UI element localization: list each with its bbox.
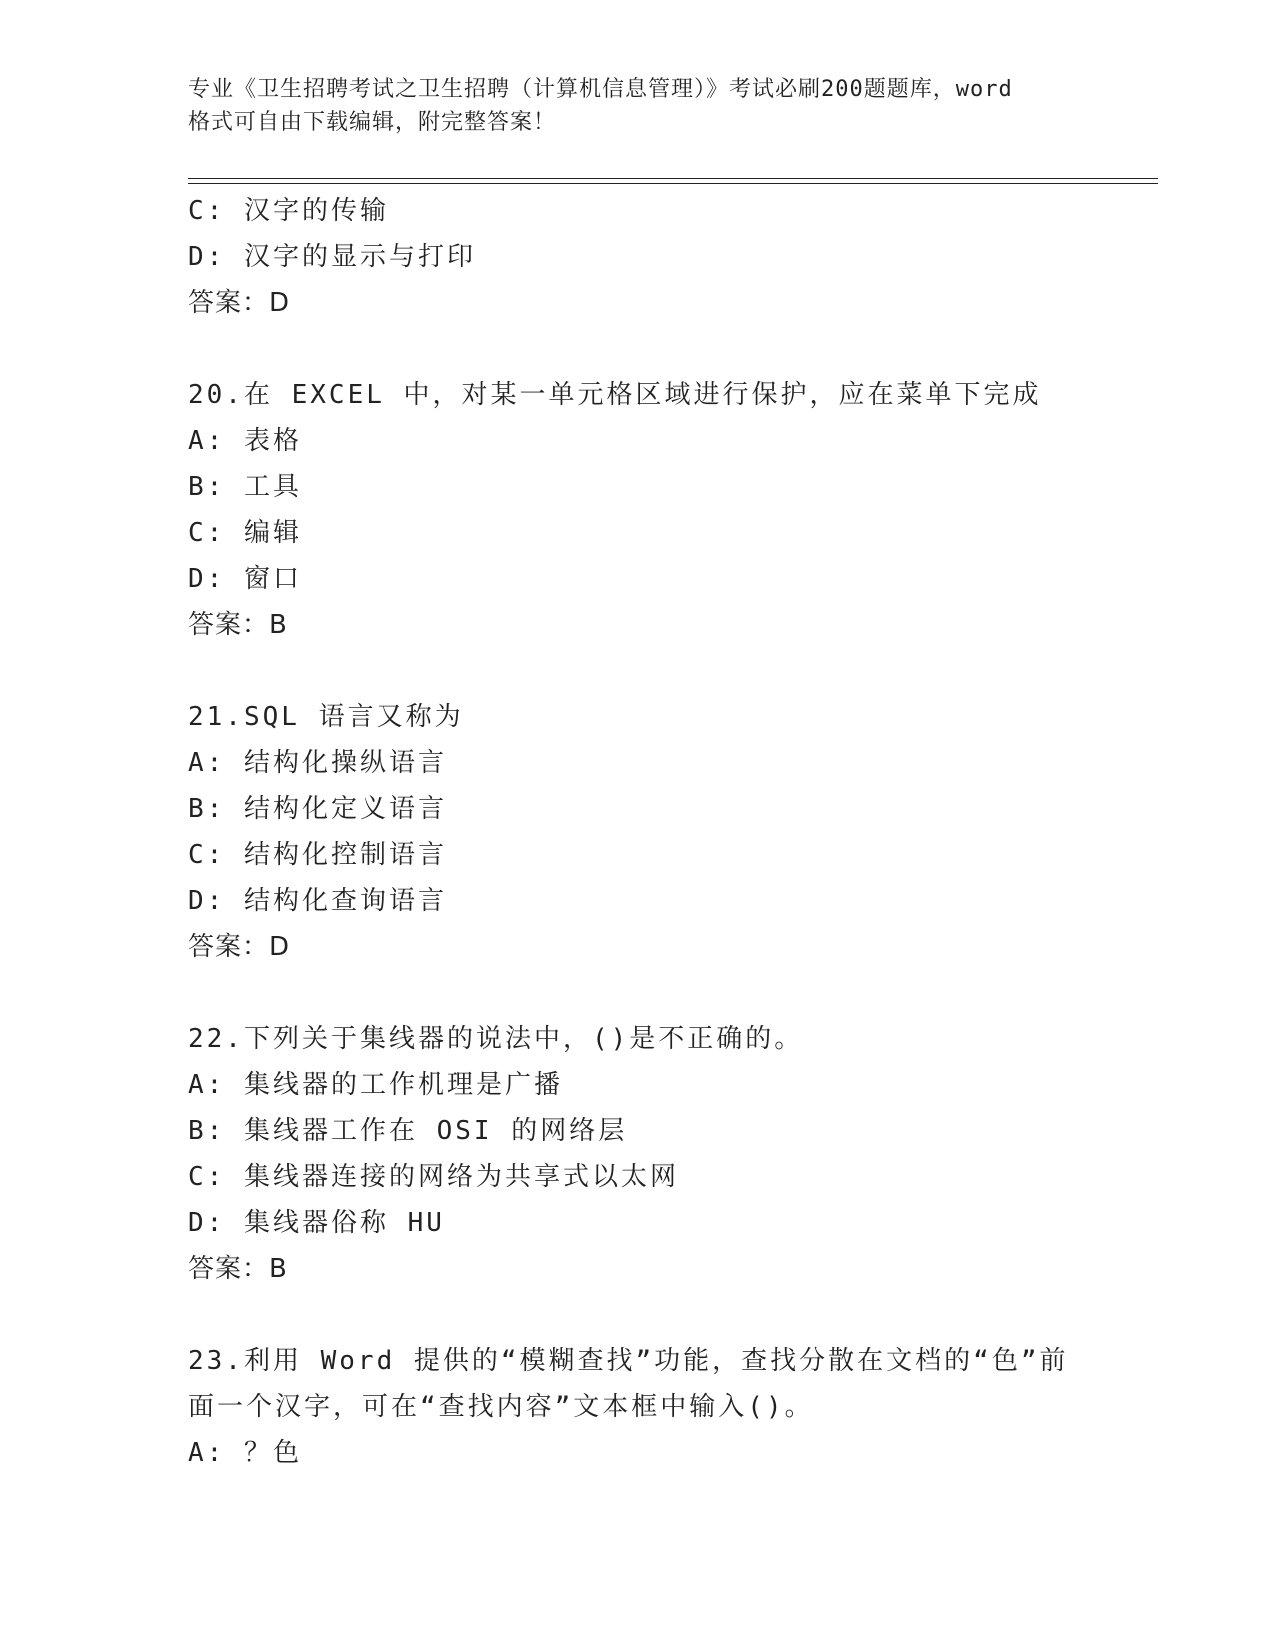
header-line-1: 专业《卫生招聘考试之卫生招聘（计算机信息管理）》考试必刷200题题库，word [188,77,1013,102]
option-d: D: 集线器俗称 HU [188,1208,445,1238]
question-stem: 22.下列关于集线器的说法中，()是不正确的。 [188,1024,804,1054]
header-divider-bottom [188,183,1158,184]
question-stem: 21.SQL 语言又称为 [188,702,464,732]
question-22 [188,1016,1148,1292]
answer-line: 答案：B [188,1254,288,1284]
option-a: A: 集线器的工作机理是广播 [188,1070,563,1100]
option-a: A: ？色 [188,1438,302,1468]
header-divider-top [188,178,1158,179]
question-20 [188,372,1148,648]
answer-line: 答案：B [188,610,288,640]
header-line-2: 格式可自由下载编辑，附完整答案！ [188,110,557,135]
option-c: C: 汉字的传输 [188,196,389,226]
question-stem-line-2: 面一个汉字，可在“查找内容”文本框中输入()。 [188,1392,814,1422]
previous-question-tail [188,188,1148,326]
option-d: D: 汉字的显示与打印 [188,242,476,272]
question-21 [188,694,1148,970]
answer-line: 答案：D [188,932,291,962]
option-b: B: 工具 [188,472,302,502]
option-a: A: 表格 [188,426,302,456]
option-c: C: 结构化控制语言 [188,840,447,870]
question-list [188,188,1148,1476]
option-c: C: 集线器连接的网络为共享式以太网 [188,1162,679,1192]
option-a: A: 结构化操纵语言 [188,748,447,778]
question-stem: 20.在 EXCEL 中，对某一单元格区域进行保护，应在菜单下完成 [188,380,1042,410]
option-d: D: 结构化查询语言 [188,886,447,916]
option-d: D: 窗口 [188,564,302,594]
question-23 [188,1338,1148,1476]
question-stem-line-1: 23.利用 Word 提供的“模糊查找”功能，查找分散在文档的“色”前 [188,1346,1069,1376]
answer-line: 答案：D [188,288,291,318]
document-header [188,73,1088,139]
option-c: C: 编辑 [188,518,302,548]
option-b: B: 结构化定义语言 [188,794,447,824]
option-b: B: 集线器工作在 OSI 的网络层 [188,1116,628,1146]
